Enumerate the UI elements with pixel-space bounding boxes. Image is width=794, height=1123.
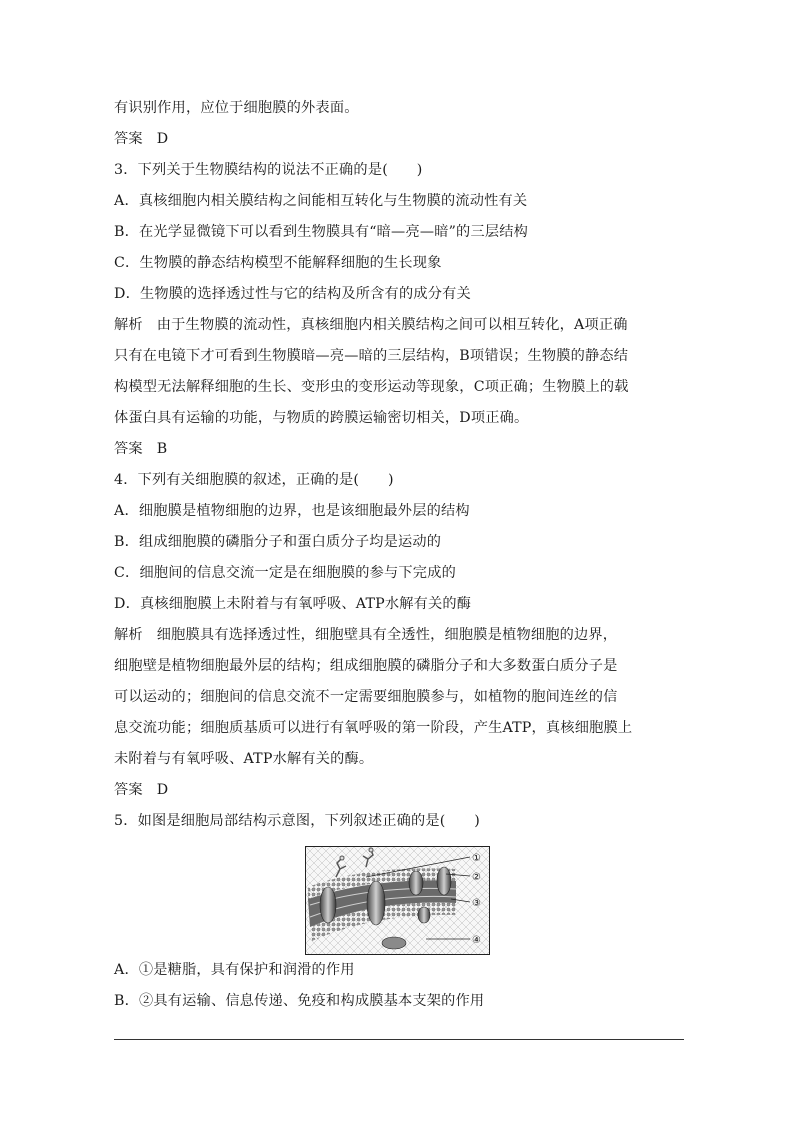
- text-block-bottom: [114, 955, 684, 1017]
- text-line: A．真核细胞内相关膜结构之间能相互转化与生物膜的流动性有关: [114, 193, 528, 209]
- answer-line: [114, 775, 684, 806]
- answer-value: D: [156, 131, 169, 147]
- text-line: 未附着与有氧呼吸、ATP水解有关的酶。: [114, 751, 374, 767]
- analysis-line: [114, 620, 684, 651]
- footer-rule: [114, 1039, 684, 1040]
- document-page: [114, 93, 684, 1017]
- figure-label-1: ①: [472, 853, 481, 864]
- text-line: 4．下列有关细胞膜的叙述，正确的是( ): [114, 472, 394, 488]
- answer-value: D: [156, 782, 169, 798]
- figure-label-4: ④: [472, 935, 481, 946]
- text-line: D．真核细胞膜上未附着与有氧呼吸、ATP水解有关的酶: [114, 596, 472, 612]
- text-line: B．在光学显微镜下可以看到生物膜具有“暗—亮—暗”的三层结构: [114, 224, 528, 240]
- analysis-label: 解析: [114, 627, 143, 643]
- text-block-top: [114, 93, 684, 837]
- answer-line: [114, 124, 684, 155]
- cell-membrane-diagram: [305, 846, 490, 955]
- figure-label-2: ②: [472, 872, 481, 883]
- text-line: 只有在电镜下才可看到生物膜暗—亮—暗的三层结构，B项错误；生物膜的静态结: [114, 348, 629, 364]
- text-line: 构模型无法解释细胞的生长、变形虫的变形运动等现象，C项正确；生物膜上的载: [114, 379, 629, 395]
- text-line: B．组成细胞膜的磷脂分子和蛋白质分子均是运动的: [114, 534, 442, 550]
- analysis-text: 由于生物膜的流动性，真核细胞内相关膜结构之间可以相互转化，A项正确: [156, 317, 628, 333]
- text-line: C．生物膜的静态结构模型不能解释细胞的生长现象: [114, 255, 442, 271]
- answer-label: 答案: [114, 441, 143, 457]
- answer-value: B: [156, 441, 168, 457]
- text-line: A．①是糖脂，具有保护和润滑的作用: [114, 962, 355, 978]
- answer-label: 答案: [114, 782, 143, 798]
- text-line: 3．下列关于生物膜结构的说法不正确的是( ): [114, 162, 423, 178]
- text-line: A．细胞膜是植物细胞的边界，也是该细胞最外层的结构: [114, 503, 470, 519]
- analysis-text: 细胞膜具有选择透过性，细胞壁具有全透性，细胞膜是植物细胞的边界，: [156, 627, 618, 643]
- analysis-label: 解析: [114, 317, 143, 333]
- answer-label: 答案: [114, 131, 143, 147]
- text-line: 5．如图是细胞局部结构示意图，下列叙述正确的是( ): [114, 813, 480, 829]
- text-line: C．细胞间的信息交流一定是在细胞膜的参与下完成的: [114, 565, 456, 581]
- answer-line: [114, 434, 684, 465]
- text-line: 息交流功能；细胞质基质可以进行有氧呼吸的第一阶段，产生ATP，真核细胞膜上: [114, 720, 633, 736]
- figure-label-3: ③: [472, 898, 481, 909]
- analysis-line: [114, 310, 684, 341]
- text-line: B．②具有运输、信息传递、免疫和构成膜基本支架的作用: [114, 993, 485, 1009]
- text-line: 有识别作用，应位于细胞膜的外表面。: [114, 100, 359, 116]
- text-line: D．生物膜的选择透过性与它的结构及所含有的成分有关: [114, 286, 471, 302]
- text-line: 可以运动的；细胞间的信息交流不一定需要细胞膜参与，如植物的胞间连丝的信: [114, 689, 618, 705]
- text-line: 体蛋白具有运输的功能，与物质的跨膜运输密切相关，D项正确。: [114, 410, 529, 426]
- figure-container: [114, 837, 684, 955]
- text-line: 细胞壁是植物细胞最外层的结构；组成细胞膜的磷脂分子和大多数蛋白质分子是: [114, 658, 618, 674]
